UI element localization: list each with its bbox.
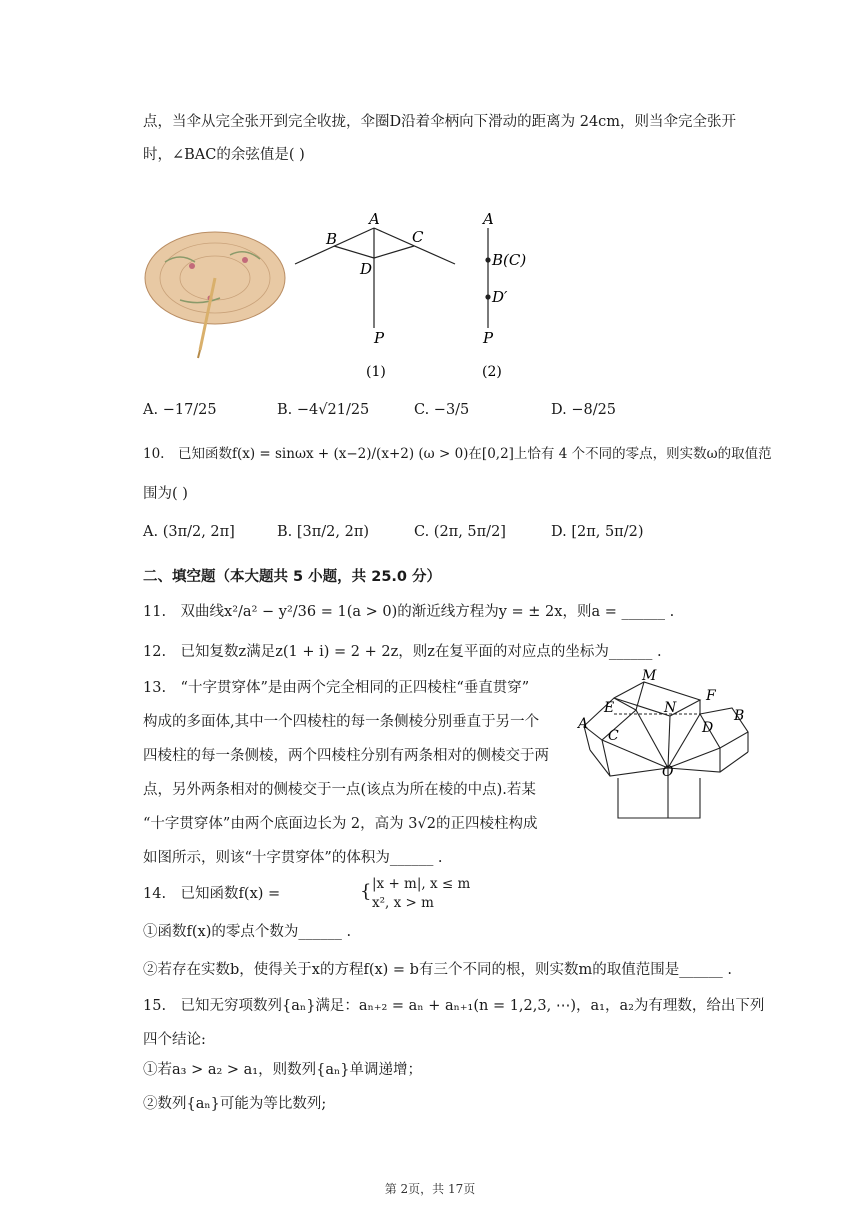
q9-line2: 时，∠BAC的余弦值是( ) xyxy=(143,147,305,163)
label-M: M xyxy=(642,668,657,684)
umbrella-image xyxy=(145,232,285,358)
q14-sub2: ②若存在实数b，使得关于x的方程f(x) = b有三个不同的根，则实数m的取值范围是______ . xyxy=(143,962,732,978)
q13-line2: 构成的多面体,其中一个四棱柱的每一条侧棱分别垂直于另一个 xyxy=(143,714,540,730)
q15-statement1: ①若a₃ > a₂ > a₁，则数列{aₙ}单调递增； xyxy=(143,1062,422,1078)
section-heading: 二、填空题（本大题共 5 小题，共 25.0 分） xyxy=(143,569,442,585)
q12: 12. 已知复数z满足z(1 + i) = 2 + 2z，则z在复平面的对应点的坐标为______ . xyxy=(143,644,662,660)
q14-prefix: 14. 已知函数f(x) = xyxy=(143,886,281,902)
label-E: E xyxy=(604,700,615,716)
q13-line1: 13. “十字贯穿体”是由两个完全相同的正四棱柱“垂直贯穿” xyxy=(143,680,530,696)
q14-sub1: ①函数f(x)的零点个数为______ . xyxy=(143,924,352,940)
q13-line6: 如图所示，则该“十字贯穿体”的体积为______ . xyxy=(143,850,443,866)
q9-figure xyxy=(140,200,540,390)
label-O: O xyxy=(662,764,674,780)
label-A: A xyxy=(369,210,380,228)
label-Dprime: D′ xyxy=(492,288,508,306)
q14-case2: x², x > m xyxy=(372,895,434,911)
q11: 11. 双曲线x²/a² − y²/36 = 1(a > 0)的渐近线方程为y = ± 2x，则a = ______ . xyxy=(143,604,675,620)
label-P: P xyxy=(374,329,385,347)
q10-line1: 10. 已知函数f(x) = sinωx + (x−2)/(x+2) (ω > 0)在[0,2]上恰有 4 个不同的零点，则实数ω的取值范 xyxy=(143,446,772,462)
q9-option-b: B. −4√21/25 xyxy=(277,402,370,418)
q9-option-c: C. −3/5 xyxy=(414,402,470,418)
q10-option-d: D. [2π, 5π/2) xyxy=(551,524,644,540)
q13-line5: “十字贯穿体”由两个底面边长为 2，高为 3√2的正四棱柱构成 xyxy=(143,816,538,832)
q9-line1: 点，当伞从完全张开到完全收拢，伞圈D沿着伞柄向下滑动的距离为 24cm，则当伞完全张开 xyxy=(143,114,737,130)
q10-option-a: A. (3π/2, 2π] xyxy=(143,524,235,540)
q10-option-c: C. (2π, 5π/2] xyxy=(414,524,506,540)
label-N: N xyxy=(664,700,677,716)
page-footer: 第 2页，共 17页 xyxy=(384,1182,476,1196)
q13-line4: 点，另外两条相对的侧棱交于一点(该点为所在棱的中点).若某 xyxy=(143,782,536,798)
label-A2: A xyxy=(483,210,494,228)
label-B: B xyxy=(734,708,745,724)
label-C: C xyxy=(412,228,424,246)
caption-2: (2) xyxy=(482,364,502,380)
label-D: D xyxy=(702,720,714,736)
q9-option-d: D. −8/25 xyxy=(551,402,617,418)
caption-1: (1) xyxy=(366,364,386,380)
label-BC: B(C) xyxy=(492,251,527,269)
q15-line1: 15. 已知无穷项数列{aₙ}满足：aₙ₊₂ = aₙ + aₙ₊₁(n = 1,2,3, ⋯)，a₁，a₂为有理数，给出下列 xyxy=(143,998,765,1014)
q14-case1: |x + m|, x ≤ m xyxy=(372,876,471,892)
q13-line3: 四棱柱的每一条侧棱，两个四棱柱分别有两条相对的侧棱交于两 xyxy=(143,748,549,764)
label-F: F xyxy=(706,688,716,704)
label-A: A xyxy=(578,716,589,732)
diagram-1 xyxy=(295,228,455,328)
label-D: D xyxy=(360,260,373,278)
q14-brace: { xyxy=(360,881,372,902)
q9-option-a: A. −17/25 xyxy=(143,402,217,418)
label-C: C xyxy=(608,728,619,744)
q15-statement2: ②数列{aₙ}可能为等比数列; xyxy=(143,1096,327,1112)
diagram-2 xyxy=(486,228,490,328)
q10-line2: 围为( ) xyxy=(143,486,188,502)
q15-line2: 四个结论: xyxy=(143,1032,206,1048)
label-B: B xyxy=(326,230,338,248)
label-P2: P xyxy=(483,329,494,347)
q13-figure xyxy=(572,668,758,834)
q10-option-b: B. [3π/2, 2π) xyxy=(277,524,370,540)
